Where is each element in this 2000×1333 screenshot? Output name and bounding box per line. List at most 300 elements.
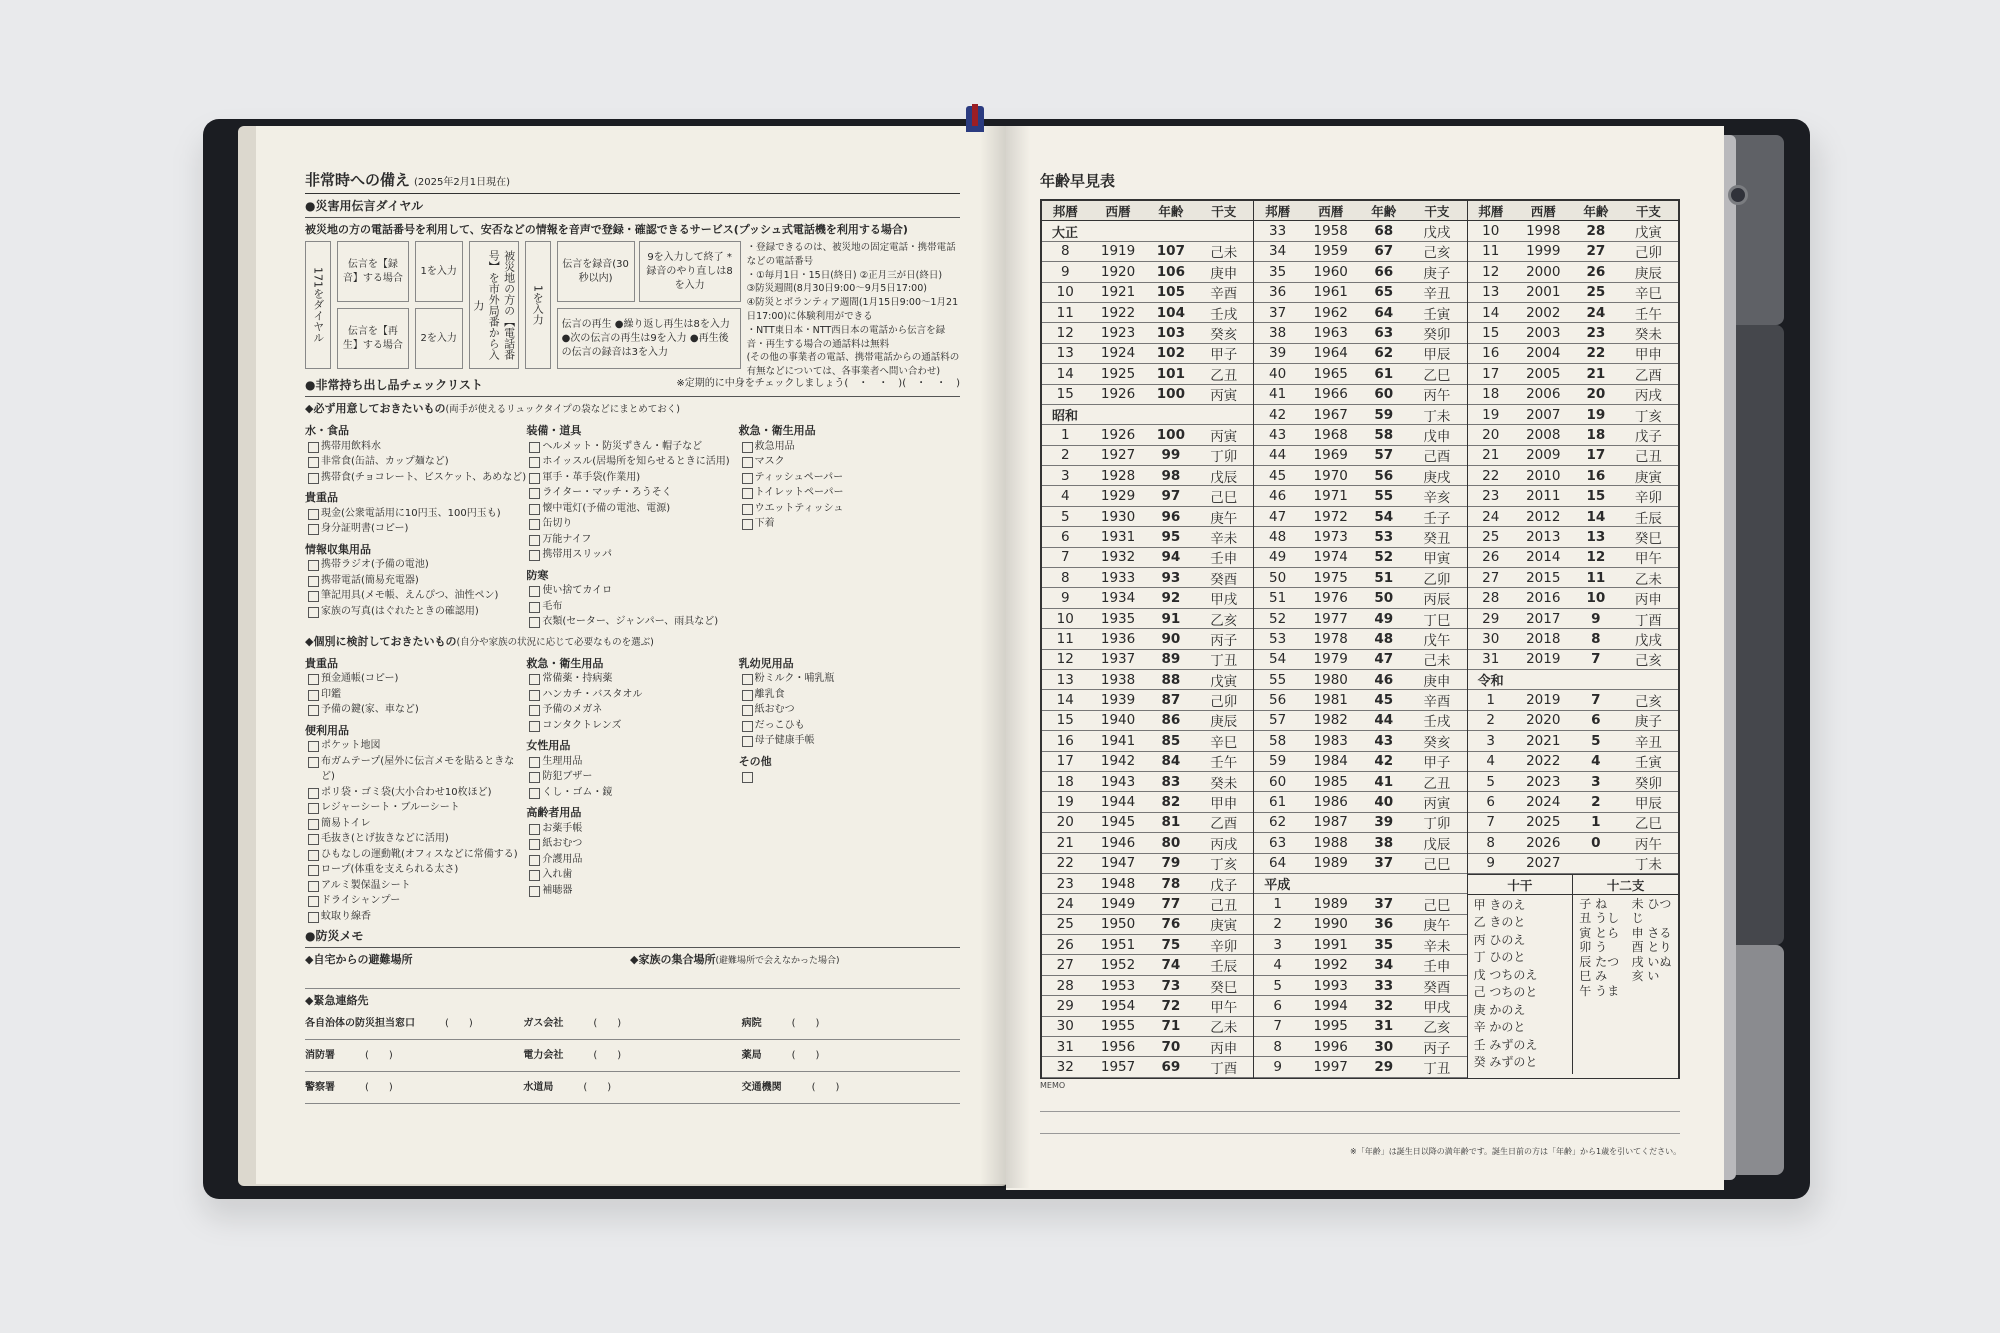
table-row (1254, 833, 1466, 853)
junishi-item: 戌 いぬ (1631, 954, 1672, 969)
header-cell: 西暦 (1105, 203, 1131, 219)
checkbox-item[interactable]: ポケット地図 (305, 738, 526, 754)
header-cell: 干支 (1635, 203, 1661, 219)
table-cell: 丙戌 (1634, 388, 1662, 405)
phone-blank[interactable]: ( ) (791, 1017, 820, 1029)
header-cell: 西暦 (1318, 203, 1344, 219)
checkbox-item[interactable]: マスク (739, 454, 960, 470)
checkbox-item[interactable]: 携帯ラジオ(予備の電池) (305, 557, 526, 573)
table-row (1042, 629, 1253, 649)
table-cell: 24 (1586, 304, 1606, 321)
table-cell: 己巳 (1210, 490, 1238, 507)
table-cell: 33 (1269, 223, 1287, 240)
phone-blank[interactable]: ( ) (811, 1081, 840, 1093)
table-row (1468, 405, 1678, 425)
table-cell: 46 (1374, 671, 1394, 688)
table-cell: 27 (1482, 569, 1500, 586)
checkbox-item[interactable]: ヘルメット・防災ずきん・帽子など (526, 439, 738, 455)
checkbox-item[interactable]: 簡易トイレ (305, 816, 526, 832)
table-cell: 15 (1056, 386, 1074, 403)
table-cell: 1969 (1313, 447, 1348, 464)
category-heading: 女性用品 (526, 739, 571, 753)
section-heading: ●災害用伝言ダイヤル (305, 198, 960, 218)
table-cell: 26 (1586, 263, 1606, 280)
table-cell: 84 (1161, 753, 1181, 770)
table-cell: 28 (1056, 977, 1074, 994)
checkbox-item[interactable]: 印鑑 (305, 687, 526, 703)
checkbox-item[interactable]: 紙おむつ (526, 836, 738, 852)
table-cell: 40 (1374, 794, 1394, 811)
table-cell: 辛巳 (1634, 286, 1662, 303)
table-cell: 17 (1586, 447, 1606, 464)
table-cell: 壬申 (1423, 959, 1451, 976)
table-cell: 1921 (1100, 284, 1136, 301)
table-cell: 19 (1056, 794, 1074, 811)
table-cell: 壬寅 (1423, 306, 1451, 323)
table-cell: 壬辰 (1210, 959, 1238, 976)
checkbox-item[interactable]: 入れ歯 (526, 867, 738, 883)
table-row (1042, 894, 1253, 914)
table-cell: 2006 (1526, 386, 1561, 403)
dial-171: 171をダイヤル (305, 241, 331, 369)
jikkan-item: 辛 かのと (1473, 1020, 1526, 1035)
table-cell: 1954 (1100, 997, 1136, 1014)
table-cell: 癸未 (1210, 775, 1238, 792)
memo-line[interactable] (1040, 1112, 1680, 1134)
table-cell: 6 (1060, 528, 1070, 545)
table-cell: 20 (1056, 814, 1074, 831)
jikkan-item: 戊 つちのえ (1473, 967, 1538, 982)
table-cell: 64 (1374, 304, 1394, 321)
cover-grommet (1728, 185, 1748, 205)
table-row (1042, 1057, 1253, 1077)
table-cell: 甲午 (1634, 551, 1662, 568)
table-cell: 丁酉 (1634, 612, 1662, 629)
checkbox-item[interactable]: お薬手帳 (526, 821, 738, 837)
checkbox-item[interactable]: 缶切り (526, 516, 738, 532)
phone-blank[interactable]: ( ) (593, 1017, 622, 1029)
checkbox-item[interactable]: 万能ナイフ (526, 532, 738, 548)
table-row (1042, 364, 1253, 384)
table-cell: 5 (1273, 977, 1282, 994)
table-cell: 56 (1374, 467, 1394, 484)
table-row (1042, 507, 1253, 527)
table-cell: 20 (1586, 386, 1606, 403)
table-cell: 丁巳 (1423, 612, 1451, 629)
table-cell: 7 (1591, 651, 1601, 668)
family-meet-label: ◆家族の集合場所 (630, 953, 716, 967)
junishi-grid (1579, 897, 1672, 999)
checkbox-item[interactable]: 携帯用飲料水 (305, 439, 526, 455)
emergency-prep-page (305, 170, 960, 1104)
table-cell: 1960 (1313, 263, 1348, 280)
table-row (1468, 568, 1678, 588)
checkbox-item[interactable]: 介護用品 (526, 852, 738, 868)
table-row (1468, 507, 1678, 527)
table-row (1042, 242, 1253, 262)
table-row (1254, 609, 1466, 629)
table-cell: 2 (1273, 916, 1282, 933)
table-cell: 1926 (1100, 386, 1136, 403)
table-cell: 61 (1374, 365, 1394, 382)
table-row (1254, 588, 1466, 608)
checkbox-item[interactable]: 常備薬・持病薬 (526, 671, 738, 687)
checkbox-item[interactable]: 下着 (739, 516, 960, 532)
contact-label: 病院 (741, 1017, 762, 1029)
checkbox-item[interactable]: 粉ミルク・哺乳瓶 (739, 671, 960, 687)
table-cell: 1976 (1313, 590, 1348, 607)
table-row (1042, 690, 1253, 710)
checkbox-item[interactable]: 布ガムテープ(屋外に伝言メモを貼るときなど) (305, 754, 526, 785)
table-cell: 丙申 (1634, 592, 1662, 609)
table-cell: 14 (1056, 365, 1074, 382)
checkbox-item[interactable]: だっこひも (739, 718, 960, 734)
page-title (305, 170, 960, 194)
table-cell: 庚子 (1634, 714, 1662, 731)
table-cell: 14 (1056, 692, 1074, 709)
table-cell: 戊辰 (1210, 469, 1238, 486)
table-cell: 1940 (1100, 712, 1136, 729)
table-cell: 丁亥 (1634, 408, 1662, 425)
table-cell: 1949 (1100, 895, 1136, 912)
phone-blank[interactable]: ( ) (791, 1049, 820, 1061)
table-cell: 60 (1269, 773, 1287, 790)
record-end: 9を入力して終了 *録音のやり直しは8を入力 (639, 241, 741, 302)
table-cell: 3 (1060, 467, 1070, 484)
table-row (1042, 527, 1253, 547)
table-cell: 己酉 (1423, 449, 1451, 466)
table-row (1042, 772, 1253, 792)
table-cell: 105 (1156, 284, 1185, 301)
table-cell: 90 (1161, 630, 1181, 647)
checkbox-item[interactable]: 使い捨てカイロ (526, 583, 738, 599)
table-cell: 2019 (1526, 651, 1561, 668)
table-cell: 21 (1586, 365, 1606, 382)
table-cell: 15 (1482, 325, 1500, 342)
table-cell: 78 (1161, 875, 1181, 892)
header-cell: 邦暦 (1478, 203, 1504, 219)
checkbox-item[interactable]: 予備の鍵(家、車など) (305, 702, 526, 718)
checkbox-item[interactable]: 非常食(缶詰、カップ麺など) (305, 454, 526, 470)
checkbox-item[interactable]: ポリ袋・ゴミ袋(大小合わせ10枚ほど) (305, 785, 526, 801)
table-row (1468, 731, 1678, 751)
table-cell: 27 (1586, 243, 1606, 260)
header-cell: 干支 (1424, 203, 1450, 219)
table-cell: 28 (1586, 223, 1606, 240)
table-cell: 10 (1056, 610, 1074, 627)
table-cell: 79 (1161, 855, 1181, 872)
junishi-item: 寅 とら (1579, 925, 1620, 940)
table-cell: 丙寅 (1423, 796, 1451, 813)
checkbox-item[interactable]: 筆記用具(メモ帳、えんぴつ、油性ペン) (305, 588, 526, 604)
table-cell: 44 (1374, 712, 1394, 729)
table-row (1042, 323, 1253, 343)
phone-blank[interactable]: ( ) (445, 1017, 473, 1029)
table-cell: 癸亥 (1423, 734, 1451, 751)
table-cell: 30 (1482, 630, 1500, 647)
table-header (1254, 201, 1466, 221)
contact-cell (305, 1081, 523, 1095)
table-cell: 1959 (1313, 243, 1348, 260)
table-cell: 102 (1156, 345, 1185, 362)
checkbox-item[interactable]: ひもなしの運動靴(オフィスなどに常備する) (305, 847, 526, 863)
memo-line[interactable] (1040, 1090, 1680, 1112)
table-row (1468, 752, 1678, 772)
contact-cell (742, 1017, 960, 1031)
table-cell: 1923 (1100, 325, 1136, 342)
checkbox-item[interactable]: 蚊取り線香 (305, 909, 526, 925)
table-cell: 15 (1586, 488, 1606, 505)
table-cell: 2021 (1526, 732, 1561, 749)
checkbox-item[interactable]: 防犯ブザー (526, 769, 738, 785)
table-row (1468, 344, 1678, 364)
table-cell: 1978 (1313, 630, 1348, 647)
table-cell: 丁卯 (1423, 816, 1451, 833)
table-cell: 乙未 (1634, 571, 1662, 588)
table-cell: 85 (1161, 732, 1181, 749)
checkbox-item[interactable]: 身分証明書(コピー) (305, 521, 526, 537)
table-cell: 庚辰 (1634, 265, 1662, 282)
table-row (1468, 242, 1678, 262)
table-cell: 己亥 (1423, 245, 1451, 262)
checkbox-item[interactable]: 現金(公衆電話用に10円玉、100円玉も) (305, 506, 526, 522)
table-cell: 10 (1056, 284, 1074, 301)
table-row (1254, 915, 1466, 935)
table-cell: 己未 (1423, 653, 1451, 670)
contact-cell (742, 1049, 960, 1063)
table-row (1468, 548, 1678, 568)
checkbox-item[interactable]: 懐中電灯(予備の電池、電源) (526, 501, 738, 517)
table-cell: 57 (1374, 447, 1394, 464)
table-cell: 22 (1586, 345, 1606, 362)
table-row (1042, 792, 1253, 812)
checkbox-item[interactable]: 紙おむつ (739, 702, 960, 718)
table-cell: 1925 (1100, 365, 1136, 382)
table-cell: 己亥 (1634, 694, 1662, 711)
section-heading (305, 377, 960, 397)
table-cell: 64 (1269, 855, 1287, 872)
table-cell: 24 (1056, 895, 1074, 912)
junishi-item: 酉 とり (1631, 940, 1672, 955)
table-row (1468, 283, 1678, 303)
table-cell: 70 (1161, 1038, 1181, 1055)
table-cell: 戊寅 (1634, 225, 1662, 242)
contact-cell (305, 1049, 523, 1063)
table-cell: 62 (1374, 345, 1394, 362)
table-cell: 甲戌 (1423, 999, 1451, 1016)
table-row (1042, 670, 1253, 690)
checkbox-item[interactable]: トイレットペーパー (739, 485, 960, 501)
table-cell: 51 (1269, 590, 1287, 607)
table-cell: 94 (1161, 549, 1181, 566)
checkbox-item[interactable]: ウエットティッシュ (739, 501, 960, 517)
table-row (1254, 976, 1466, 996)
table-cell: 53 (1374, 528, 1394, 545)
table-cell: 2022 (1526, 753, 1561, 770)
table-cell: 16 (1482, 345, 1500, 362)
table-cell: 42 (1269, 406, 1287, 423)
contact-cell (523, 1049, 741, 1063)
table-cell: 98 (1161, 467, 1181, 484)
phone-blank[interactable]: ( ) (583, 1081, 612, 1093)
memo-label: MEMO (1040, 1080, 1066, 1090)
table-cell: 39 (1269, 345, 1287, 362)
table-cell: 戊子 (1210, 877, 1238, 894)
table-cell: 1933 (1100, 569, 1136, 586)
table-cell: 1943 (1100, 773, 1136, 790)
table-cell: 癸未 (1634, 327, 1662, 344)
table-cell: 己丑 (1634, 449, 1662, 466)
table-cell: 1929 (1100, 488, 1136, 505)
table-cell: 9 (1273, 1059, 1282, 1076)
table-cell: 1971 (1313, 488, 1348, 505)
table-cell: 甲申 (1634, 347, 1662, 364)
jikkan-item: 丙 ひのえ (1473, 932, 1526, 947)
table-cell: 106 (1156, 263, 1185, 280)
checkbox-item[interactable]: ホイッスル(居場所を知らせるときに活用) (526, 454, 738, 470)
table-cell: 5 (1486, 773, 1496, 790)
table-cell: 2011 (1526, 488, 1561, 505)
checkbox-item[interactable]: 携帯電話(簡易充電器) (305, 573, 526, 589)
table-cell: 8 (1486, 834, 1496, 851)
checkbox-item[interactable]: 預金通帳(コピー) (305, 671, 526, 687)
table-cell: 52 (1374, 549, 1394, 566)
table-row (1468, 364, 1678, 384)
checkbox-item[interactable]: レジャーシート・ブルーシート (305, 800, 526, 816)
bookmark-ribbon-red[interactable] (972, 104, 978, 126)
table-row (1468, 629, 1678, 649)
table-cell: 2 (1591, 794, 1601, 811)
table-cell: 乙酉 (1634, 367, 1662, 384)
table-cell: 乙亥 (1423, 1020, 1451, 1037)
table-cell: 69 (1161, 1059, 1181, 1076)
checkbox-item[interactable]: ドライシャンプー (305, 893, 526, 909)
checkbox-item[interactable]: ライター・マッチ・ろうそく (526, 485, 738, 501)
table-cell: 2010 (1526, 467, 1561, 484)
table-cell: 26 (1482, 549, 1500, 566)
table-cell: 27 (1056, 957, 1074, 974)
table-cell: 18 (1482, 386, 1500, 403)
checkbox-item[interactable]: 補聴器 (526, 883, 738, 899)
table-cell: 8 (1591, 630, 1601, 647)
table-row (1254, 405, 1466, 425)
checkbox-item[interactable]: ティッシュペーパー (739, 470, 960, 486)
table-cell: 26 (1056, 936, 1074, 953)
table-cell: 1996 (1313, 1038, 1348, 1055)
table-row (1468, 323, 1678, 343)
table-cell: 壬申 (1210, 551, 1238, 568)
checkbox-item[interactable]: 離乳食 (739, 687, 960, 703)
checkbox-item[interactable]: 携帯食(チョコレート、ビスケット、あめなど) (305, 470, 526, 486)
checkbox-item[interactable]: 救急用品 (739, 439, 960, 455)
checkbox-item[interactable]: ロープ(体重を支えられる太さ) (305, 862, 526, 878)
junishi-header: 十二支 (1573, 877, 1678, 895)
header-cell: 年齢 (1583, 203, 1609, 219)
table-cell: 23 (1056, 875, 1074, 892)
table-cell: 1932 (1100, 549, 1136, 566)
table-cell: 1986 (1313, 794, 1348, 811)
table-header (1468, 201, 1678, 221)
phone-blank[interactable]: ( ) (365, 1081, 393, 1093)
table-cell: 1973 (1313, 528, 1348, 545)
table-cell: 2003 (1526, 325, 1561, 342)
table-cell: 50 (1269, 569, 1287, 586)
table-cell: 辛卯 (1634, 490, 1662, 507)
table-cell: 81 (1161, 814, 1181, 831)
table-cell: 36 (1374, 916, 1394, 933)
checkbox-item[interactable]: 軍手・革手袋(作業用) (526, 470, 738, 486)
table-cell: 39 (1374, 814, 1394, 831)
table-cell: 88 (1161, 671, 1181, 688)
table-row (1042, 731, 1253, 751)
table-cell: 11 (1056, 304, 1074, 321)
phone-blank[interactable]: ( ) (593, 1049, 622, 1061)
table-cell: 乙酉 (1210, 816, 1238, 833)
checkbox-item[interactable]: 母子健康手帳 (739, 733, 960, 749)
play-label: 伝言を【再生】する場合 (342, 325, 403, 351)
phone-blank[interactable]: ( ) (365, 1049, 393, 1061)
checkbox-item[interactable]: 毛布 (526, 599, 738, 615)
table-cell: 2002 (1526, 304, 1561, 321)
table-cell: 2023 (1526, 773, 1561, 790)
table-cell: 1991 (1313, 936, 1348, 953)
checkbox-item[interactable]: コンタクトレンズ (526, 718, 738, 734)
checkbox-item[interactable]: 家族の写真(はぐれたときの確認用) (305, 604, 526, 620)
table-cell: 103 (1156, 325, 1185, 342)
table-cell: 13 (1482, 284, 1500, 301)
table-row (1254, 792, 1466, 812)
table-cell: 65 (1374, 284, 1394, 301)
table-cell: 2012 (1526, 508, 1561, 525)
table-cell: 辛酉 (1423, 694, 1451, 711)
checkbox-item[interactable]: ハンカチ・バスタオル (526, 687, 738, 703)
table-cell: 1999 (1526, 243, 1561, 260)
table-cell: 1988 (1313, 834, 1348, 851)
checkbox-item[interactable]: 予備のメガネ (526, 702, 738, 718)
as-of-date: (2025年2月1日現在) (414, 177, 510, 188)
contact-label: ガス会社 (523, 1017, 564, 1029)
table-cell: 31 (1374, 1018, 1394, 1035)
table-cell: 4 (1273, 957, 1282, 974)
table-cell: 庚戌 (1423, 469, 1451, 486)
table-cell: 12 (1056, 651, 1074, 668)
table-cell: 7 (1273, 1018, 1282, 1035)
checklist-column (739, 418, 960, 629)
header-cell: 邦暦 (1265, 203, 1291, 219)
table-header (1042, 201, 1253, 221)
checkbox-item[interactable]: 携帯用スリッパ (526, 547, 738, 563)
table-cell: 16 (1586, 467, 1606, 484)
checkbox-item[interactable]: 生理用品 (526, 754, 738, 770)
checkbox-item[interactable]: アルミ製保温シート (305, 878, 526, 894)
table-cell: 1995 (1313, 1018, 1348, 1035)
table-cell: 45 (1269, 467, 1287, 484)
table-cell: 1951 (1100, 936, 1136, 953)
table-cell: 11 (1482, 243, 1500, 260)
checkbox-item[interactable]: 衣類(セーター、ジャンパー、雨具など) (526, 614, 738, 630)
header-cell: 干支 (1211, 203, 1237, 219)
table-cell: 1993 (1313, 977, 1348, 994)
table-cell: 37 (1374, 895, 1394, 912)
checkbox-item[interactable]: くし・ゴム・鏡 (526, 785, 738, 801)
checkbox-item[interactable]: 毛抜き(とげ抜きなどに活用) (305, 831, 526, 847)
table-cell: 乙丑 (1210, 367, 1238, 384)
table-cell: 55 (1269, 671, 1287, 688)
contact-label: 警察署 (305, 1081, 335, 1093)
table-cell: 7 (1486, 814, 1496, 831)
table-row (1468, 813, 1678, 833)
checklist-column (305, 651, 526, 924)
